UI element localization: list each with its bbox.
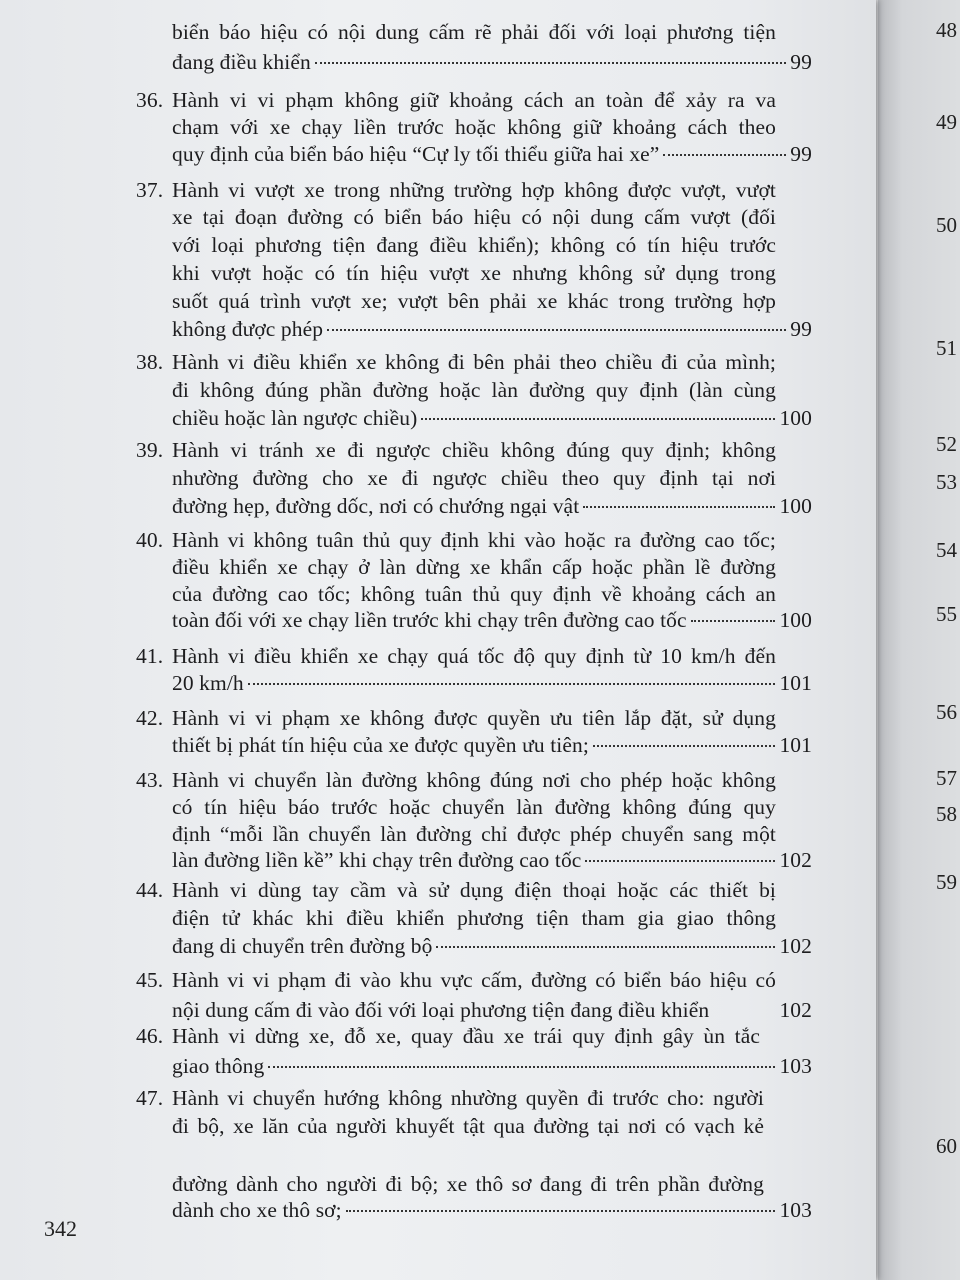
facing-page-number: 54 <box>936 538 957 562</box>
entry-text-line: 20 km/h <box>172 671 244 695</box>
entry-number: 36. <box>136 88 164 112</box>
entry-number: 39. <box>136 438 164 462</box>
facing-page-number: 51 <box>936 336 957 360</box>
entry-last-line <box>172 492 812 520</box>
entry-last-line <box>172 1052 812 1080</box>
entry-text-line: Hành vi vi phạm đi vào khu vực cấm, đường có biển báo hiệu có <box>172 968 776 992</box>
entry-last-line <box>172 669 812 697</box>
entry-text-line: với loại phương tiện đang điều khiển); không có tín hiệu trước <box>172 233 776 257</box>
entry-text-line: có tín hiệu báo trước hoặc chuyển làn đường không đúng quy <box>172 795 776 819</box>
entry-last-line <box>172 996 812 1024</box>
entry-text-line: điện tử khác khi điều khiển phương tiện tham gia giao thông <box>172 906 776 930</box>
entry-page-number: 102 <box>779 998 812 1022</box>
entry-number: 45. <box>136 968 164 992</box>
entry-page-number: 103 <box>779 1054 812 1078</box>
page-number: 342 <box>44 1216 77 1241</box>
entry-text-line: của đường cao tốc; không tuân thủ quy định về khoảng cách an <box>172 582 776 606</box>
facing-page-number: 50 <box>936 213 957 237</box>
entry-last-line <box>172 315 812 343</box>
entry-number: 47. <box>136 1086 164 1110</box>
entry-text-line: suốt quá trình vượt xe; vượt bên phải xe khác trong trường hợp <box>172 289 776 313</box>
entry-text-line: Hành vi không tuân thủ quy định khi vào hoặc ra đường cao tốc; <box>172 528 776 552</box>
entry-page-number: 103 <box>779 1198 812 1222</box>
entry-page-number: 100 <box>779 494 812 518</box>
dot-leader <box>315 62 786 64</box>
entry-number: 46. <box>136 1024 164 1048</box>
dot-leader <box>663 154 786 156</box>
entry-text-line: xe tại đoạn đường có biển báo hiệu có nội dung cấm vượt (đối <box>172 205 776 229</box>
facing-page-number: 60 <box>936 1134 957 1158</box>
entry-number: 43. <box>136 768 164 792</box>
entry-text-line: nội dung cấm đi vào đối với loại phương tiện đang điều khiển <box>172 998 710 1022</box>
dot-leader <box>248 683 776 685</box>
entry-page-number: 99 <box>790 50 812 74</box>
dot-leader <box>691 620 776 622</box>
entry-last-line <box>172 731 812 759</box>
entry-text-line: khi vượt hoặc có tín hiệu vượt xe nhưng không sử dụng trong <box>172 261 776 285</box>
entry-last-line <box>172 404 812 432</box>
entry-number: 42. <box>136 706 164 730</box>
entry-last-line <box>172 48 812 76</box>
entry-page-number: 101 <box>779 733 812 757</box>
entry-number: 44. <box>136 878 164 902</box>
entry-last-line <box>172 606 812 634</box>
entry-text-line: Hành vi chuyển làn đường không đúng nơi cho phép hoặc không <box>172 768 776 792</box>
entry-text-line: giao thông <box>172 1054 265 1078</box>
entry-text-line: nhường đường cho xe đi ngược chiều theo quy định tại nơi <box>172 466 776 490</box>
facing-page-number: 59 <box>936 870 957 894</box>
entry-text-line: đường hẹp, đường dốc, nơi có chướng ngại vật <box>172 494 580 518</box>
entry-last-line <box>172 140 812 168</box>
entry-text-line: dành cho xe thô sơ; <box>172 1198 342 1222</box>
entry-page-number: 99 <box>790 317 812 341</box>
entry-number: 41. <box>136 644 164 668</box>
facing-page-number: 55 <box>936 602 957 626</box>
facing-page-edge <box>878 0 960 1280</box>
entry-text-line: đang điều khiển <box>172 50 311 74</box>
entry-text-line: đi không đúng phần đường hoặc làn đường quy định (làn cùng <box>172 378 776 402</box>
entry-text-line: điều khiển xe chạy ở làn dừng xe khẩn cấp hoặc phần lề đường <box>172 555 776 579</box>
entry-last-line <box>172 1196 812 1224</box>
entry-page-number: 99 <box>790 142 812 166</box>
dot-leader <box>436 946 775 948</box>
dot-leader <box>346 1210 776 1212</box>
entry-text-line: biển báo hiệu có nội dung cấm rẽ phải đối với loại phương tiện <box>172 20 776 44</box>
entry-text-line: Hành vi vượt xe trong những trường hợp không được vượt, vượt <box>172 178 776 202</box>
entry-last-line <box>172 932 812 960</box>
entry-text-line: làn đường liền kề” khi chạy trên đường cao tốc <box>172 848 582 872</box>
entry-text-line: đi bộ, xe lăn của người khuyết tật qua đường tại nơi có vạch kẻ <box>172 1114 764 1138</box>
entry-text-line: Hành vi tránh xe đi ngược chiều không đúng quy định; không <box>172 438 776 462</box>
entry-page-number: 101 <box>779 671 812 695</box>
dot-leader <box>583 506 775 508</box>
entry-text-line: thiết bị phát tín hiệu của xe được quyền ưu tiên; <box>172 733 589 757</box>
dot-leader <box>593 745 776 747</box>
entry-text-line: chiều hoặc làn ngược chiều) <box>172 406 418 430</box>
entry-text-line: quy định của biển báo hiệu “Cự ly tối thiểu giữa hai xe” <box>172 142 660 166</box>
entry-number: 37. <box>136 178 164 202</box>
dot-leader <box>268 1066 775 1068</box>
entry-text-line: Hành vi điều khiển xe không đi bên phải theo chiều đi của mình; <box>172 350 776 374</box>
entry-text-line: đang di chuyển trên đường bộ <box>172 934 433 958</box>
entry-number: 38. <box>136 350 164 374</box>
entry-text-line: Hành vi chuyển hướng không nhường quyền đi trước cho: người <box>172 1086 764 1110</box>
entry-text-line: Hành vi vi phạm không giữ khoảng cách an toàn để xảy ra va <box>172 88 776 112</box>
entry-page-number: 102 <box>779 934 812 958</box>
entry-text-line: Hành vi điều khiển xe chạy quá tốc độ quy định từ 10 km/h đến <box>172 644 776 668</box>
dot-leader <box>585 860 775 862</box>
entry-text-line: chạm với xe chạy liền trước hoặc không giữ khoảng cách theo <box>172 115 776 139</box>
dot-leader <box>421 418 775 420</box>
facing-page-number: 48 <box>936 18 957 42</box>
facing-page-number: 56 <box>936 700 957 724</box>
entry-text-line: đường dành cho người đi bộ; xe thô sơ đang đi trên phần đường <box>172 1172 764 1196</box>
facing-page-number: 57 <box>936 766 957 790</box>
entry-page-number: 102 <box>779 848 812 872</box>
facing-page-number: 52 <box>936 432 957 456</box>
entry-text-line: định “mỗi lần chuyển làn đường chỉ được phép chuyển sang một <box>172 822 776 846</box>
facing-page-number: 53 <box>936 470 957 494</box>
entry-text-line: Hành vi dùng tay cầm và sử dụng điện thoại hoặc các thiết bị <box>172 878 776 902</box>
entry-number: 40. <box>136 528 164 552</box>
entry-last-line <box>172 846 812 874</box>
entry-text-line: Hành vi vi phạm xe không được quyền ưu tiên lắp đặt, sử dụng <box>172 706 776 730</box>
facing-page-number: 58 <box>936 802 957 826</box>
entry-text-line: toàn đối với xe chạy liền trước khi chạy trên đường cao tốc <box>172 608 687 632</box>
entry-page-number: 100 <box>779 406 812 430</box>
entry-page-number: 100 <box>779 608 812 632</box>
dot-leader <box>327 329 786 331</box>
facing-page-number: 49 <box>936 110 957 134</box>
entry-text-line: không được phép <box>172 317 324 341</box>
entry-text-line: Hành vi dừng xe, đỗ xe, quay đầu xe trái quy định gây ùn tắc <box>172 1024 760 1048</box>
